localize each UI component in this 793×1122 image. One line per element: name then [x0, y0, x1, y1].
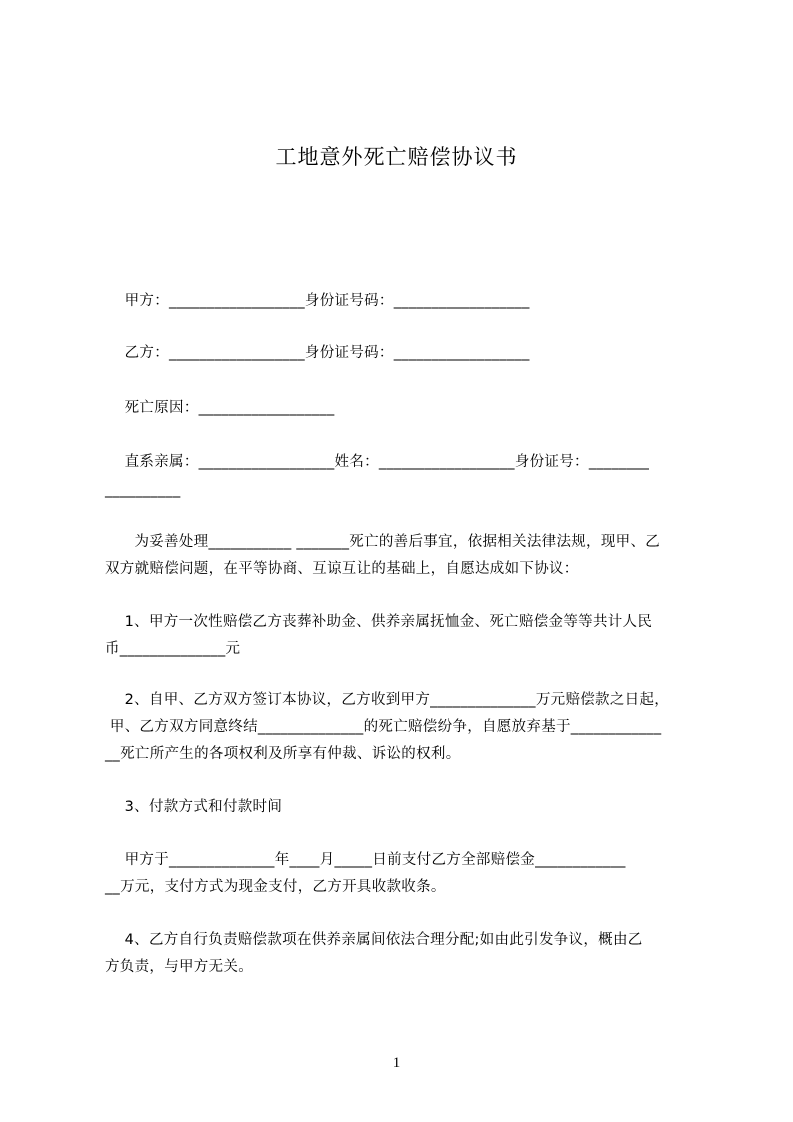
payment-line-1: 甲方于______________年____月_____日前支付乙方全部赔偿金____________: [105, 852, 626, 868]
relatives-line: 直系亲属：__________________姓名：__________________身份证号：________: [105, 454, 650, 470]
clause-4-line-1: 4、乙方自行负责赔偿款项在供养亲属间依法合理分配;如由此引发争议，概由乙: [105, 932, 643, 948]
clause-2-line-3: __死亡所产生的各项权利及所享有仲裁、诉讼的权利。: [105, 746, 461, 762]
preamble-line-1: 为妥善处理___________ _______死亡的善后事宜，依据相关法律法规，现甲、乙: [105, 534, 661, 550]
payment-line-2: __万元，支付方式为现金支付，乙方开具收款收条。: [105, 879, 446, 895]
party-b-line: 乙方：__________________身份证号码：__________________: [105, 345, 530, 361]
preamble-line-2: 双方就赔偿问题，在平等协商、互谅互让的基础上，自愿达成如下协议：: [105, 561, 579, 577]
relatives-line-cont: __________: [105, 482, 181, 498]
clause-1-line-2: 币______________元: [105, 641, 241, 657]
clause-4-line-2: 方负责，与甲方无关。: [105, 959, 253, 975]
party-a-line: 甲方：__________________身份证号码：__________________: [105, 293, 530, 309]
clause-2-line-1: 2、自甲、乙方双方签订本协议，乙方收到甲方______________万元赔偿款之日起，: [105, 692, 670, 708]
page-number: 1: [392, 1055, 401, 1071]
clause-1-line-1: 1、甲方一次性赔偿乙方丧葬补助金、供养亲属抚恤金、死亡赔偿金等等共计人民: [105, 614, 653, 630]
clause-2-line-2: 甲、乙方双方同意终结______________的死亡赔偿纷争，自愿放弃基于____________: [105, 719, 662, 735]
death-cause-line: 死亡原因：__________________: [105, 400, 335, 416]
document-title: 工地意外死亡赔偿协议书: [275, 145, 518, 169]
clause-3-heading: 3、付款方式和付款时间: [105, 799, 283, 815]
